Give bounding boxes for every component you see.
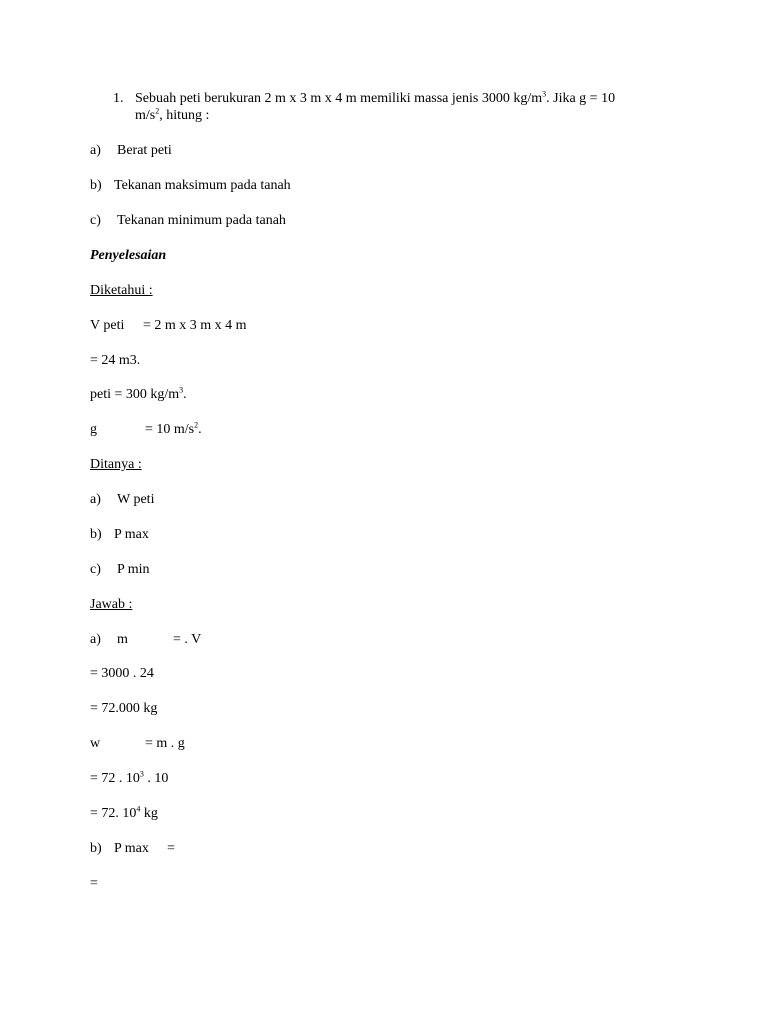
answer-pmax-var: P max bbox=[114, 841, 149, 856]
asked-heading: Ditanya : bbox=[90, 457, 142, 472]
known-gravity-sup: 2 bbox=[194, 420, 199, 430]
part-b-label: b) bbox=[90, 178, 102, 193]
answer-weight-expr: = m . g bbox=[145, 736, 185, 751]
known-heading: Diketahui : bbox=[90, 283, 153, 298]
answer-step-2: = 72.000 kg bbox=[90, 701, 158, 716]
question-line-2-tail: , hitung : bbox=[159, 108, 210, 123]
question-line-1 bbox=[135, 91, 615, 107]
question-line-1-tail: . Jika g = 10 bbox=[546, 91, 616, 106]
asked-a bbox=[90, 492, 154, 508]
question-line-2-sup: 2 bbox=[155, 106, 160, 116]
asked-b-text: P max bbox=[114, 527, 149, 542]
known-density-text: peti = 300 kg/m bbox=[90, 387, 180, 402]
solution-heading: Penyelesaian bbox=[90, 248, 167, 263]
answer-pmax-label: b) bbox=[90, 841, 102, 856]
part-a-label: a) bbox=[90, 143, 101, 158]
asked-a-text: W peti bbox=[117, 492, 155, 507]
known-gravity-tail: . bbox=[198, 422, 202, 437]
part-c-label: c) bbox=[90, 213, 101, 228]
answer-step-4 bbox=[90, 806, 158, 822]
answer-step-4-tail: kg bbox=[140, 806, 158, 821]
part-a-text: Berat peti bbox=[117, 143, 172, 158]
known-density-tail: . bbox=[183, 387, 187, 402]
part-b bbox=[90, 178, 291, 194]
asked-c bbox=[90, 562, 150, 578]
known-volume-result: = 24 m3. bbox=[90, 353, 141, 368]
part-a bbox=[90, 143, 172, 159]
part-b-text: Tekanan maksimum pada tanah bbox=[114, 178, 291, 193]
answer-mass-expr: = . V bbox=[173, 632, 202, 647]
answer-weight bbox=[90, 736, 185, 752]
question-line-2 bbox=[135, 108, 209, 124]
question-line-1-text: Sebuah peti berukuran 2 m x 3 m x 4 m memiliki massa jenis 3000 kg/m bbox=[135, 91, 543, 106]
answer-mass-var: m bbox=[117, 632, 128, 647]
answer-last-eq: = bbox=[90, 876, 98, 891]
asked-c-text: P min bbox=[117, 562, 150, 577]
answer-step-3 bbox=[90, 771, 168, 787]
answer-pmax-eq: = bbox=[167, 841, 175, 856]
answer-mass-label: a) bbox=[90, 632, 101, 647]
asked-a-label: a) bbox=[90, 492, 101, 507]
answer-step-1: = 3000 . 24 bbox=[90, 666, 154, 681]
answer-heading: Jawab : bbox=[90, 597, 133, 612]
known-density-sup: 3 bbox=[179, 385, 184, 395]
answer-step-3-text: = 72 . 10 bbox=[90, 771, 140, 786]
known-gravity bbox=[90, 422, 202, 438]
known-density bbox=[90, 387, 187, 403]
part-c bbox=[90, 213, 286, 229]
question-line-2-text: m/s bbox=[135, 108, 156, 123]
answer-step-4-text: = 72. 10 bbox=[90, 806, 137, 821]
question-line-1-sup: 3 bbox=[542, 89, 547, 99]
answer-mass bbox=[90, 632, 201, 648]
known-volume-label: V peti bbox=[90, 318, 125, 333]
asked-c-label: c) bbox=[90, 562, 101, 577]
known-volume bbox=[90, 318, 247, 334]
answer-step-4-sup: 4 bbox=[136, 804, 141, 814]
answer-step-3-tail: . 10 bbox=[143, 771, 169, 786]
part-c-text: Tekanan minimum pada tanah bbox=[117, 213, 286, 228]
asked-b bbox=[90, 527, 149, 543]
answer-step-3-sup: 3 bbox=[139, 769, 144, 779]
known-gravity-text: = 10 m/s bbox=[145, 422, 195, 437]
known-volume-expr: = 2 m x 3 m x 4 m bbox=[143, 318, 247, 333]
asked-b-label: b) bbox=[90, 527, 102, 542]
answer-weight-var: w bbox=[90, 736, 101, 751]
answer-pmax bbox=[90, 841, 175, 857]
question-number: 1. bbox=[113, 91, 124, 106]
known-gravity-label: g bbox=[90, 422, 97, 437]
